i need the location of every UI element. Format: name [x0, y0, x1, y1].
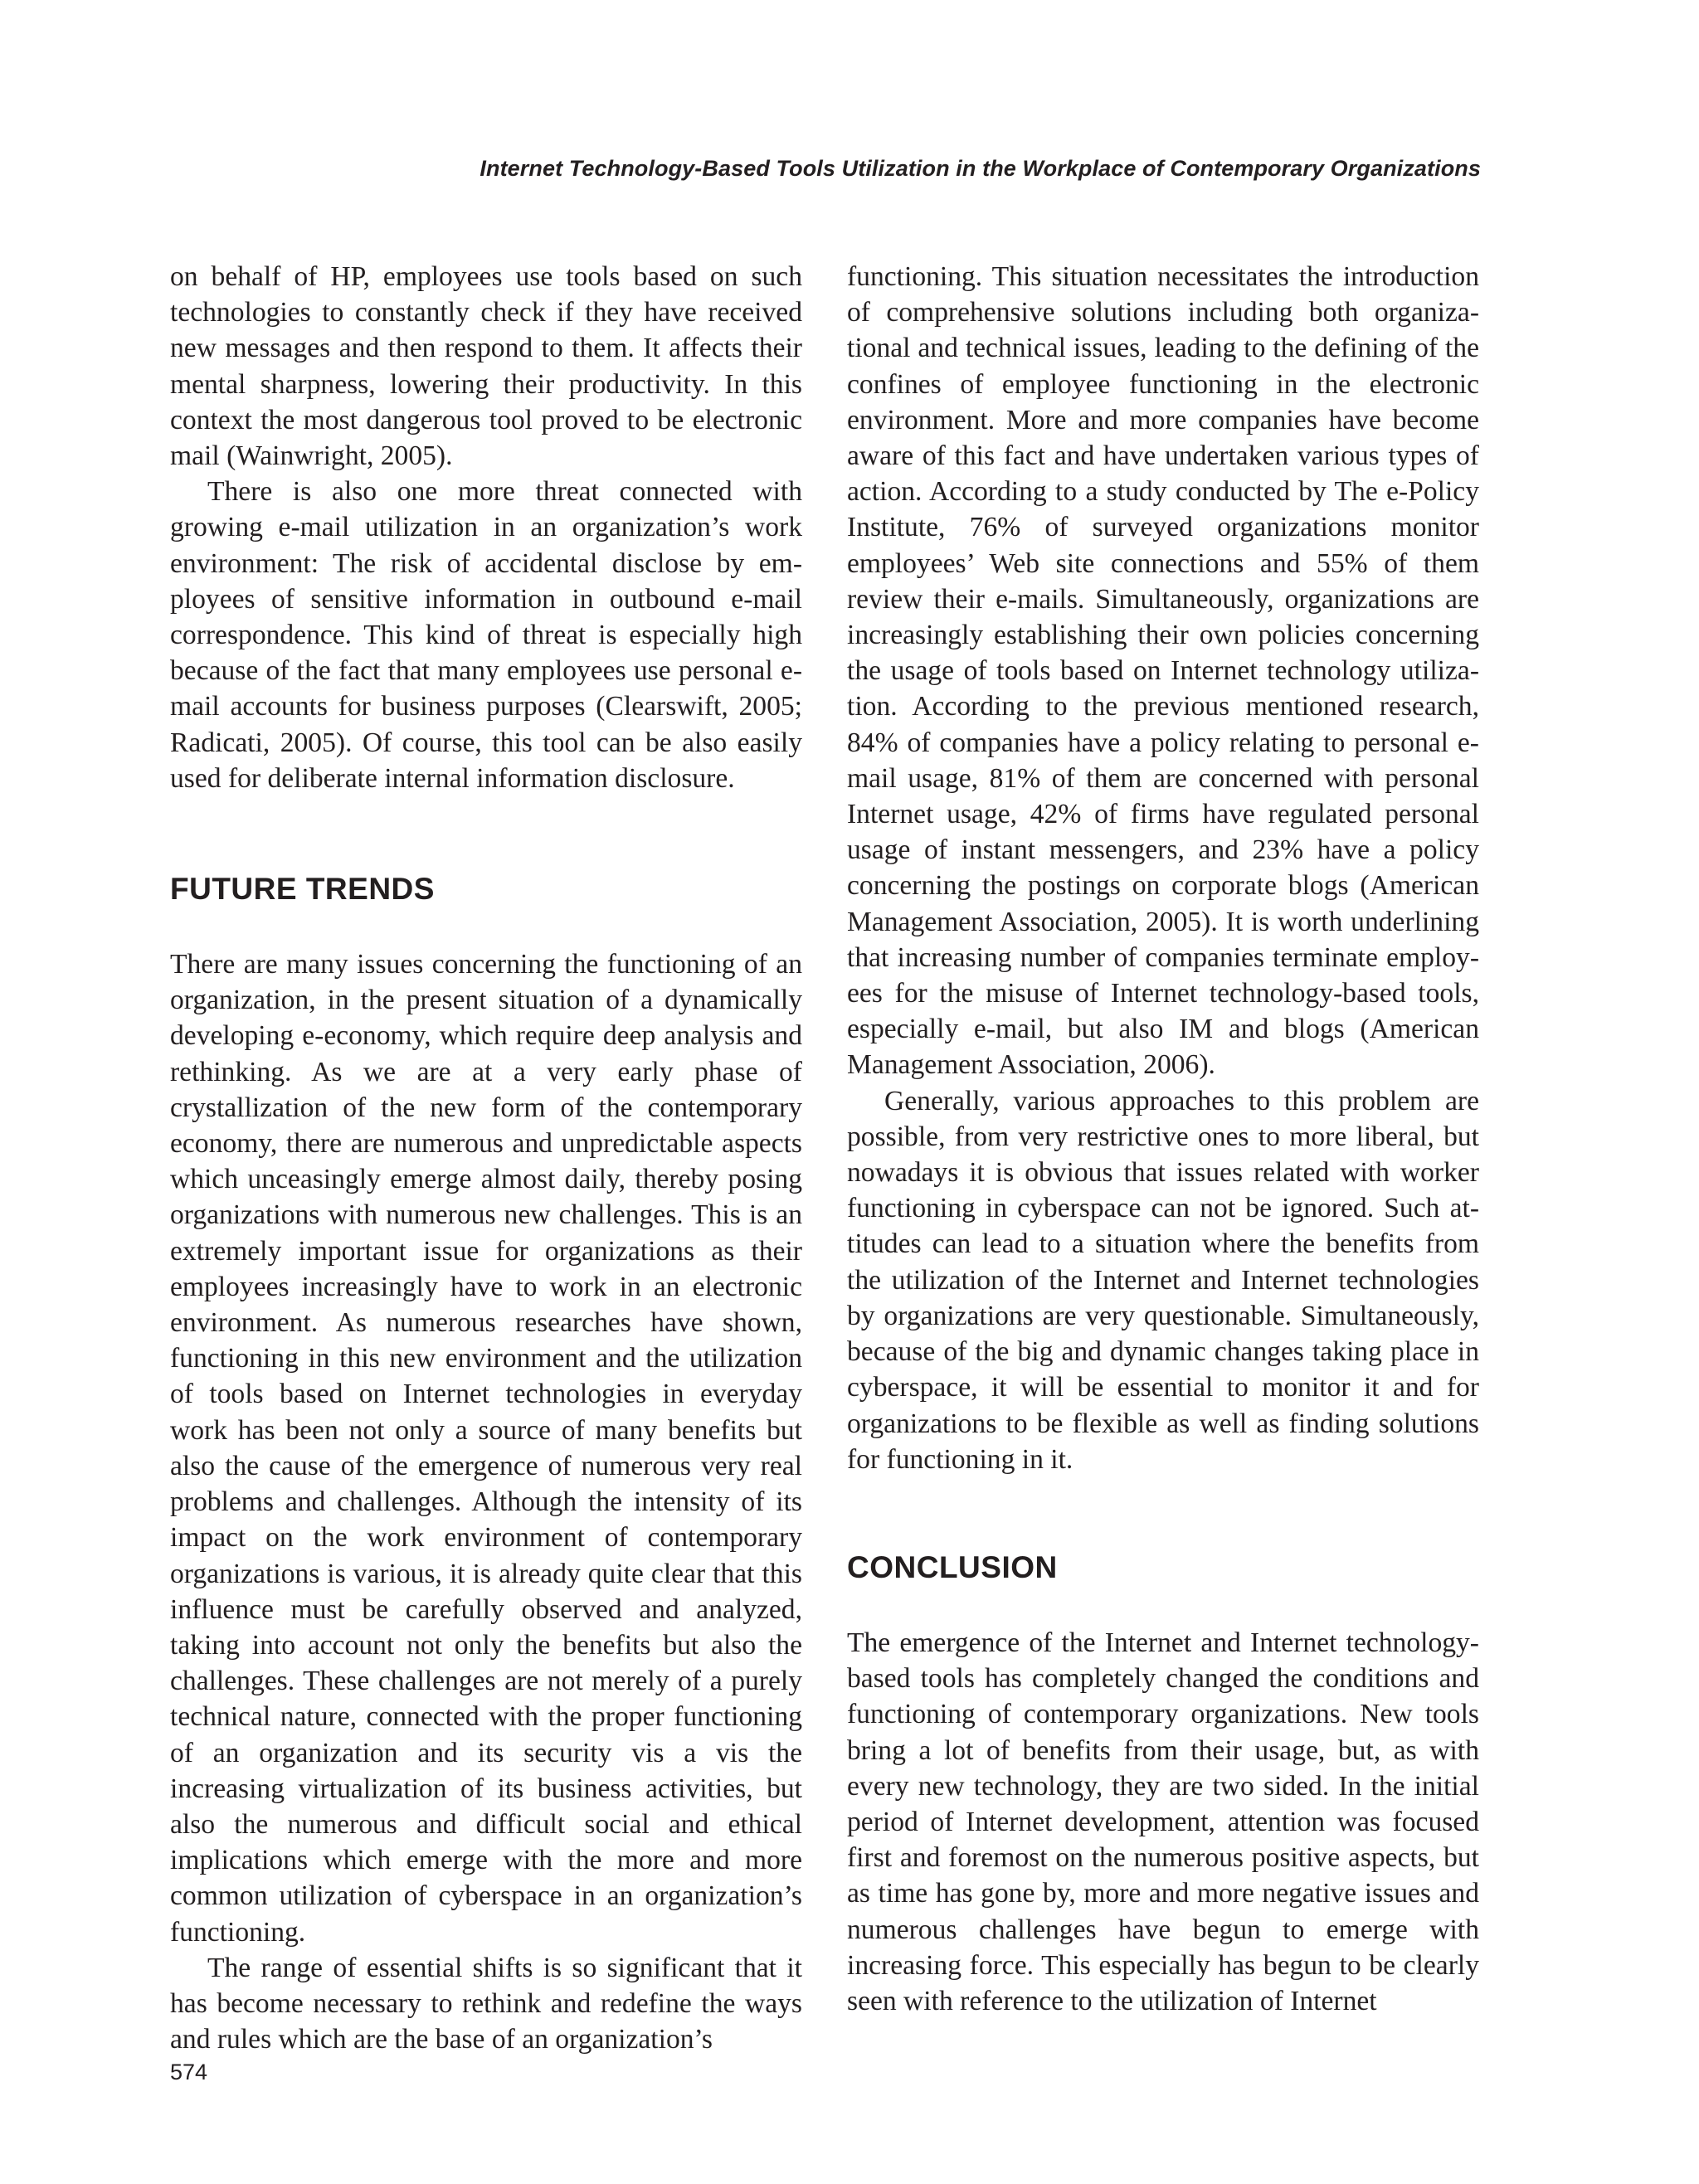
page-number: 574: [170, 2060, 208, 2084]
section-heading-conclusion: CONCLUSION: [847, 1549, 1058, 1584]
body-paragraph: There is also one more threat connected with growing e-mail utilization in an organization’s work environment: The risk of accidental disclose by employees of sensitive information in outbound e-mail correspondence. This kind of threat is especially high because of the fact that many employees use personal e-mail accounts for business purposes (Clearswift, 2005; Radicati, 2005). Of course, this tool can be also easily used for deliberate internal information disclosure.: [170, 476, 802, 794]
section-heading-future-trends: FUTURE TRENDS: [170, 872, 435, 907]
right-column: [847, 259, 1479, 2019]
body-paragraph: There are many issues concerning the functioning of an organization, in the present situation of a dynamically developing e-economy, which require deep analysis and rethinking. As we are at a very early phase of crystallization of the new form of the contemporary economy, there are numerous and unpredictable aspects which unceasingly emerge almost daily, thereby posing organizations with numerous new challenges. This is an extremely important issue for organizations as their employees increasingly have to work in an electronic environment. As numerous researches have shown, functioning in this new environment and the utilization of tools based on Internet technologies in everyday work has been not only a source of many benefits but also the cause of the emergence of numerous very real problems and challenges. Although the intensity of its impact on the work environment of contemporary organizations is various, it is already quite clear that this influence must be carefully observed and analyzed, taking into account not only the benefits but also the challenges. These challenges are not merely of a purely technical nature, connected with the proper functioning of an organization and its security vis a vis the increasing virtualization of its business activities, but also the numerous and difficult social and ethical implications which emerge with the more and more common utilization of cyberspace in an organization’s functioning.: [170, 949, 802, 1948]
left-column: [170, 259, 802, 2057]
body-paragraph: The emergence of the Internet and Internet technology-based tools has completely changed the conditions and functioning of contemporary organizations. New tools bring a lot of benefits from their usage, but, as with every new technology, they are two sided. In the initial period of Internet development, attention was focused first and foremost on the numerous positive aspects, but as time has gone by, more and more negative issues and numerous challenges have begun to emerge with increasing force. This especially has begun to be clearly seen with reference to the utilization of Internet: [847, 1627, 1479, 2016]
body-paragraph: functioning. This situation necessitates the introduction of comprehensive solutions including both organizational and technical issues, leading to the defining of the confines of employee functioning in the electronic environment. More and more companies have become aware of this fact and have undertaken various types of action. According to a study conducted by The e-Policy Institute, 76% of surveyed organizations monitor employees’ Web site connections and 55% of them review their e-mails. Simultaneously, organizations are increasingly establishing their own policies concerning the usage of tools based on Internet technology utilization. According to the previous mentioned research, 84% of companies have a policy relating to personal e-mail usage, 81% of them are concerned with personal Internet usage, 42% of firms have regulated personal usage of instant messengers, and 23% have a policy concerning the postings on corporate blogs (American Management Association, 2005). It is worth underlining that increasing number of companies terminate employees for the misuse of Internet technology-based tools, especially e-mail, but also IM and blogs (American Management Association, 2006).: [847, 261, 1479, 1081]
body-paragraph: Generally, various approaches to this problem are possible, from very restrictive ones to more liberal, but nowadays it is obvious that issues related with worker functioning in cyberspace can not be ignored. Such attitudes can lead to a situation where the benefits from the utilization of the Internet and Internet technologies by organizations are very questionable. Simultaneously, because of the big and dynamic changes taking place in cyberspace, it will be essential to monitor it and for organizations to be flexible as well as finding solutions for functioning in it.: [847, 1085, 1479, 1475]
body-paragraph: on behalf of HP, employees use tools based on such technologies to constantly check if they have received new messages and then respond to them. It affects their mental sharpness, lowering their productivity. In this context the most dangerous tool proved to be electronic mail (Wainwright, 2005).: [170, 261, 802, 472]
body-paragraph: The range of essential shifts is so significant that it has become necessary to rethink and redefine the ways and rules which are the base of an organization’s: [170, 1952, 802, 2055]
running-header-title: Internet Technology-Based Tools Utilization in the Workplace of Contemporary Organizations: [480, 156, 1481, 181]
